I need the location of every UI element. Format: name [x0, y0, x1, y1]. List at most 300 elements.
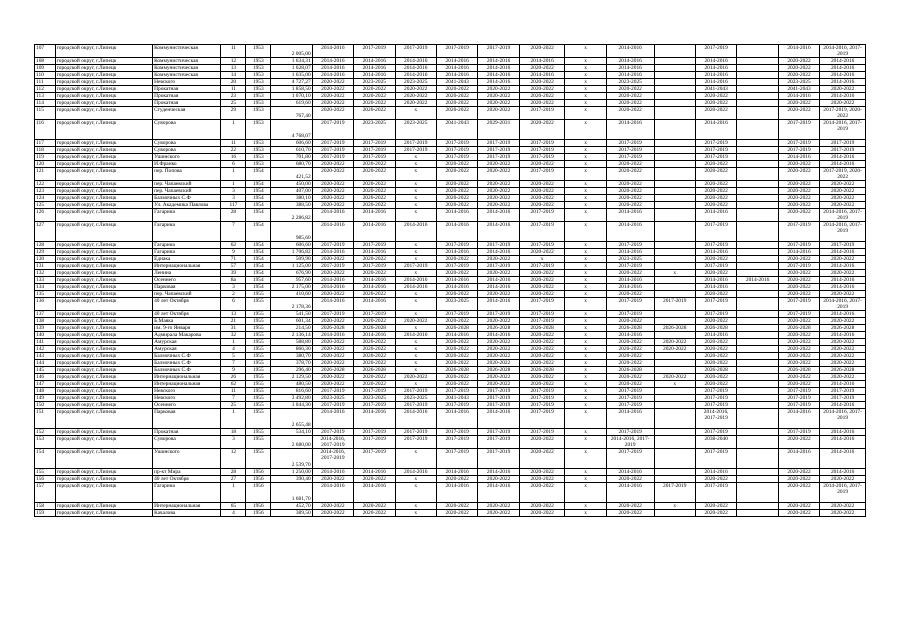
period-cell: 2017-2019 — [436, 311, 477, 318]
area-cell: 541,50 — [271, 311, 312, 318]
period-cell — [654, 154, 695, 161]
period-cell: 2020-2022 — [478, 161, 519, 168]
period-cell: х — [395, 339, 436, 346]
period-cell — [737, 381, 778, 388]
street-cell: Прокатная — [153, 93, 221, 100]
period-cell: 2017-2019 — [820, 147, 866, 154]
period-cell: 2020-2022 — [519, 332, 565, 339]
street-cell: Невского — [153, 388, 221, 395]
period-cell: 2020-2022 — [478, 510, 519, 517]
period-cell: 2026-2028 — [695, 325, 736, 332]
period-cell: 2014-2016 — [354, 222, 395, 242]
period-cell: 2020-2022 — [820, 339, 866, 346]
row-number-cell: 128 — [35, 242, 56, 249]
street-cell: пер. Попова — [153, 168, 221, 181]
period-cell: 2014-2016 — [820, 65, 866, 72]
house-number-cell: 39 — [221, 270, 246, 277]
period-cell: 2014-2016 — [436, 209, 477, 222]
period-cell: 2017-2019 — [778, 140, 819, 147]
table-row — [35, 332, 866, 339]
period-cell: 2020-2022 — [778, 353, 819, 360]
period-cell — [737, 93, 778, 100]
period-cell: 2020-2022 — [778, 332, 819, 339]
table-row — [35, 188, 866, 195]
area-cell: 1 858,50 — [271, 86, 312, 93]
period-cell: 2020-2022 — [606, 374, 654, 381]
period-cell: 2017-2019 — [695, 395, 736, 402]
house-number-cell: 1 — [221, 181, 246, 188]
area-cell: 2 655,48 — [271, 409, 312, 429]
period-cell: 2020-2022 — [312, 270, 353, 277]
period-cell: 2020-2022 — [820, 181, 866, 188]
period-cell: х — [565, 469, 606, 476]
period-cell: х — [565, 93, 606, 100]
period-cell — [654, 360, 695, 367]
house-number-cell: 11 — [221, 140, 246, 147]
row-number-cell: 130 — [35, 256, 56, 263]
period-cell: 2029-2031 — [478, 120, 519, 140]
period-cell: х — [565, 249, 606, 256]
table-row — [35, 381, 866, 388]
street-cell: Осеннего — [153, 402, 221, 409]
period-cell: 2020-2022 — [820, 360, 866, 367]
period-cell: 2017-2019 — [778, 402, 819, 409]
period-cell: 2017-2019 — [478, 263, 519, 270]
period-cell: 2020-2022 — [778, 360, 819, 367]
area-cell: 2 178,36 — [271, 298, 312, 311]
period-cell: 2020-2022 — [436, 510, 477, 517]
street-cell: Осеннего — [153, 277, 221, 284]
build-year-cell: 1953 — [246, 140, 271, 147]
period-cell — [654, 181, 695, 188]
period-cell: 2017-2019 — [695, 483, 736, 503]
period-cell: 2026-2028 — [519, 325, 565, 332]
municipality-cell: городской округ, г.Липецк — [55, 58, 152, 65]
area-cell: 1 044,30 — [271, 402, 312, 409]
period-cell: 2020-2022 — [820, 100, 866, 107]
period-cell: х — [565, 367, 606, 374]
period-cell — [737, 65, 778, 72]
period-cell: 2020-2022 — [695, 353, 736, 360]
table-row — [35, 291, 866, 298]
municipality-cell: городской округ, г.Липецк — [55, 402, 152, 409]
municipality-cell: городской округ, г.Липецк — [55, 449, 152, 469]
table-row — [35, 402, 866, 409]
period-cell: 2023-2025 — [778, 79, 819, 86]
build-year-cell: 1955 — [246, 388, 271, 395]
period-cell: 2017-2019 — [354, 263, 395, 270]
house-number-cell: 6 — [221, 298, 246, 311]
period-cell: 2020-2022 — [519, 339, 565, 346]
period-cell: 2020-2022 — [312, 510, 353, 517]
build-year-cell: 1954 — [246, 202, 271, 209]
period-cell: 2020-2022 — [436, 503, 477, 510]
period-cell: 2020-2022 — [778, 188, 819, 195]
period-cell: 2020-2022 — [478, 270, 519, 277]
period-cell: 2020-2022 — [606, 360, 654, 367]
period-cell: 2020-2022 — [312, 318, 353, 325]
period-cell: 2020-2022 — [606, 93, 654, 100]
period-cell: 2014-2016 — [778, 249, 819, 256]
area-cell: 701,80 — [271, 154, 312, 161]
street-cell: Качалова — [153, 510, 221, 517]
period-cell: 2020-2022 — [519, 353, 565, 360]
period-cell: х — [565, 284, 606, 291]
period-cell — [737, 409, 778, 429]
area-cell: 601,34 — [271, 318, 312, 325]
table-row — [35, 339, 866, 346]
house-number-cell: 2 — [221, 291, 246, 298]
row-number-cell: 134 — [35, 284, 56, 291]
period-cell: х — [565, 402, 606, 409]
period-cell: 2020-2022 — [606, 107, 654, 120]
period-cell: 2014-2016, 2017-2019 — [695, 409, 736, 429]
period-cell — [737, 100, 778, 107]
period-cell: 2014-2016 — [606, 469, 654, 476]
build-year-cell: 1953 — [246, 107, 271, 120]
period-cell: 2020-2022 — [478, 93, 519, 100]
period-cell: 2014-2016 — [478, 72, 519, 79]
period-cell: 2020-2022 — [395, 318, 436, 325]
period-cell: 2020-2022 — [354, 353, 395, 360]
period-cell: 2017-2019 — [478, 395, 519, 402]
row-number-cell: 107 — [35, 45, 56, 58]
period-cell: 2020-2022 — [436, 181, 477, 188]
period-cell: 2017-2019 — [519, 311, 565, 318]
period-cell: 2014-2016 — [395, 222, 436, 242]
table-row — [35, 346, 866, 353]
street-cell: Амурская — [153, 339, 221, 346]
period-cell: 2017-2019 — [354, 436, 395, 449]
period-cell: 2020-2022 — [519, 436, 565, 449]
build-year-cell: 1953 — [246, 147, 271, 154]
period-cell: 2026-2028 — [478, 367, 519, 374]
period-cell: 2014-2016 — [820, 58, 866, 65]
period-cell: 2017-2019 — [606, 140, 654, 147]
period-cell: х — [395, 353, 436, 360]
period-cell: 2020-2022 — [478, 202, 519, 209]
period-cell: 2014-2016 — [354, 409, 395, 429]
period-cell: х — [395, 256, 436, 263]
period-cell: 2014-2016 — [395, 72, 436, 79]
period-cell: 2017-2019 — [606, 147, 654, 154]
municipality-cell: городской округ, г.Липецк — [55, 360, 152, 367]
period-cell: 2017-2019 — [312, 120, 353, 140]
period-cell: 2017-2019 — [778, 388, 819, 395]
period-cell: х — [565, 181, 606, 188]
area-cell: 2 129,50 — [271, 374, 312, 381]
period-cell: х — [565, 209, 606, 222]
period-cell: х — [565, 483, 606, 503]
build-year-cell: 1955 — [246, 325, 271, 332]
street-cell: Интернациональная — [153, 381, 221, 388]
period-cell: 2014-2016 — [695, 120, 736, 140]
area-cell: 380,10 — [271, 195, 312, 202]
period-cell: 2020-2022 — [606, 188, 654, 195]
period-cell: 2023-2025 — [354, 395, 395, 402]
period-cell: х — [565, 277, 606, 284]
period-cell — [737, 249, 778, 256]
period-cell: 2020-2022 — [778, 510, 819, 517]
period-cell: 2026-2028 — [354, 367, 395, 374]
table-row — [35, 510, 866, 517]
period-cell: 2017-2019 — [354, 311, 395, 318]
period-cell: 2017-2019 — [478, 388, 519, 395]
build-year-cell: 1955 — [246, 339, 271, 346]
period-cell: 2020-2022 — [478, 195, 519, 202]
period-cell: 2041-2043 — [778, 86, 819, 93]
street-cell: 40 лет Октября — [153, 311, 221, 318]
period-cell: 2020-2022 — [778, 168, 819, 181]
period-cell: 2020-2022 — [695, 188, 736, 195]
period-cell: 2020-2022 — [606, 100, 654, 107]
row-number-cell: 122 — [35, 181, 56, 188]
period-cell: х — [395, 161, 436, 168]
period-cell: х — [395, 510, 436, 517]
period-cell: х — [395, 346, 436, 353]
period-cell: 2014-2016 — [312, 72, 353, 79]
period-cell: 2020-2022 — [519, 181, 565, 188]
house-number-cell: 26 — [221, 374, 246, 381]
table-row — [35, 86, 866, 93]
period-cell: 2020-2022 — [519, 277, 565, 284]
municipality-cell: городской округ, г.Липецк — [55, 222, 152, 242]
period-cell — [654, 65, 695, 72]
period-cell: 2017-2019 — [519, 209, 565, 222]
municipality-cell: городской округ, г.Липецк — [55, 374, 152, 381]
period-cell: 2020-2022 — [312, 202, 353, 209]
period-cell: 2014-2016 — [606, 222, 654, 242]
period-cell: 2014-2016 — [354, 65, 395, 72]
table-row — [35, 209, 866, 222]
house-number-cell: 7 — [221, 222, 246, 242]
period-cell: 2014-2016, 2017-2019 — [606, 436, 654, 449]
period-cell: х — [565, 339, 606, 346]
period-cell: 2020-2022 — [478, 318, 519, 325]
period-cell: х — [395, 291, 436, 298]
municipality-cell: городской округ, г.Липецк — [55, 284, 152, 291]
period-cell: 2014-2016 — [606, 65, 654, 72]
period-cell: х — [565, 45, 606, 58]
period-cell: 2017-2019 — [354, 388, 395, 395]
period-cell: 2017-2019 — [519, 107, 565, 120]
period-cell: 2020-2022 — [354, 100, 395, 107]
period-cell: 2026-2028 — [436, 325, 477, 332]
period-cell: 2020-2022 — [519, 202, 565, 209]
table-row — [35, 181, 866, 188]
period-cell: 2017-2019 — [312, 388, 353, 395]
period-cell: 2020-2022 — [519, 284, 565, 291]
street-cell: 40 лет Октября — [153, 476, 221, 483]
house-number-cell: 1 — [221, 168, 246, 181]
period-cell — [737, 202, 778, 209]
row-number-cell: 153 — [35, 436, 56, 449]
period-cell: 2014-2016 — [312, 332, 353, 339]
period-cell: х — [565, 263, 606, 270]
period-cell — [654, 332, 695, 339]
period-cell: 2014-2016 — [820, 436, 866, 449]
period-cell: 2017-2019 — [478, 429, 519, 436]
period-cell: 2017-2019 — [606, 154, 654, 161]
period-cell: 2020-2022 — [312, 339, 353, 346]
period-cell: 2017-2019 — [354, 140, 395, 147]
period-cell: х — [565, 449, 606, 469]
table-row — [35, 395, 866, 402]
period-cell: 2020-2022 — [312, 107, 353, 120]
period-cell: 2020-2022 — [778, 181, 819, 188]
period-cell: 2014-2016 — [312, 45, 353, 58]
street-cell: Невского — [153, 79, 221, 86]
period-cell: 2014-2016 — [312, 249, 353, 256]
period-cell: 2020-2022 — [312, 93, 353, 100]
street-cell: Парковая — [153, 284, 221, 291]
period-cell: 2014-2016 — [478, 277, 519, 284]
build-year-cell: 1954 — [246, 195, 271, 202]
period-cell: х — [395, 360, 436, 367]
period-cell: 2020-2022 — [606, 510, 654, 517]
build-year-cell: 1954 — [246, 277, 271, 284]
period-cell: 2020-2022 — [312, 181, 353, 188]
street-cell: Гагарина — [153, 242, 221, 249]
street-cell: Балмочных С.Ф — [153, 353, 221, 360]
build-year-cell: 1955 — [246, 449, 271, 469]
build-year-cell: 1953 — [246, 86, 271, 93]
period-cell: 2014-2016 — [695, 79, 736, 86]
table-row — [35, 79, 866, 86]
period-cell: 2017-2019 — [695, 154, 736, 161]
period-cell: 2020-2022 — [312, 381, 353, 388]
period-cell: 2020-2022 — [519, 346, 565, 353]
period-cell: 2020-2022 — [519, 449, 565, 469]
period-cell — [654, 510, 695, 517]
build-year-cell: 1955 — [246, 374, 271, 381]
period-cell: 2020-2022 — [354, 339, 395, 346]
period-cell: 2017-2019 — [478, 154, 519, 161]
period-cell: 2023-2025 — [354, 120, 395, 140]
area-cell: 450,00 — [271, 181, 312, 188]
build-year-cell: 1953 — [246, 154, 271, 161]
period-cell: 2017-2019 — [354, 402, 395, 409]
period-cell: х — [565, 332, 606, 339]
table-row — [35, 449, 866, 469]
period-cell — [737, 291, 778, 298]
period-cell: 2014-2016 — [778, 45, 819, 58]
period-cell: 2020-2022 — [695, 318, 736, 325]
period-cell: 2014-2016 — [478, 249, 519, 256]
period-cell — [737, 79, 778, 86]
period-cell: 2017-2019 — [436, 402, 477, 409]
table-row — [35, 360, 866, 367]
street-cell: Гагарина — [153, 483, 221, 503]
period-cell: 2020-2022 — [436, 202, 477, 209]
period-cell: 2014-2016 — [436, 409, 477, 429]
period-cell: 2014-2016 — [436, 483, 477, 503]
period-cell: 2014-2016 — [820, 72, 866, 79]
period-cell — [737, 436, 778, 449]
table-row — [35, 298, 866, 311]
house-number-cell: 3 — [221, 284, 246, 291]
period-cell: 2017-2019 — [695, 402, 736, 409]
period-cell: 2017-2019 — [354, 147, 395, 154]
build-year-cell: 1955 — [246, 402, 271, 409]
period-cell: 2014-2016 — [312, 277, 353, 284]
period-cell: 2020-2022 — [519, 100, 565, 107]
municipality-cell: городской округ, г.Липецк — [55, 120, 152, 140]
row-number-cell: 155 — [35, 469, 56, 476]
period-cell: х — [565, 222, 606, 242]
period-cell: 2017-2019 — [778, 311, 819, 318]
period-cell: 2017-2019 — [606, 242, 654, 249]
period-cell: 2014-2016 — [606, 409, 654, 429]
period-cell: 2020-2022 — [606, 195, 654, 202]
period-cell: 2020-2022 — [354, 195, 395, 202]
house-number-cell: 25 — [221, 100, 246, 107]
period-cell: 2020-2022 — [778, 256, 819, 263]
municipality-cell: городской округ, г.Липецк — [55, 353, 152, 360]
period-cell: 2014-2016 — [312, 298, 353, 311]
build-year-cell: 1955 — [246, 346, 271, 353]
period-cell: 2017-2019 — [519, 429, 565, 436]
period-cell: 2014-2016, 2017-2019 — [820, 298, 866, 311]
period-cell: 2014-2016 — [778, 93, 819, 100]
period-cell: 2020-2022 — [354, 381, 395, 388]
period-cell: х — [395, 381, 436, 388]
period-cell: 2026-2028 — [820, 325, 866, 332]
period-cell: 2020-2022 — [695, 202, 736, 209]
period-cell: 2020-2022 — [354, 346, 395, 353]
period-cell: 2014-2016 — [820, 161, 866, 168]
street-cell: Невского — [153, 395, 221, 402]
period-cell: 2014-2016 — [820, 249, 866, 256]
period-cell: 2020-2022 — [778, 161, 819, 168]
period-cell: 2020-2022 — [519, 86, 565, 93]
period-cell: 2014-2016 — [436, 65, 477, 72]
period-cell: 2014-2016 — [778, 449, 819, 469]
municipality-cell: городской округ, г.Липецк — [55, 161, 152, 168]
house-number-cell: 6 — [221, 161, 246, 168]
period-cell: 2014-2016 — [312, 469, 353, 476]
period-cell: 2014-2016 — [436, 249, 477, 256]
period-cell: 2020-2022 — [778, 270, 819, 277]
house-number-cell: 25 — [221, 402, 246, 409]
period-cell — [654, 195, 695, 202]
period-cell — [737, 188, 778, 195]
period-cell — [654, 45, 695, 58]
municipality-cell: городской округ, г.Липецк — [55, 510, 152, 517]
period-cell: 2020-2022 — [436, 100, 477, 107]
period-cell: 2017-2019 — [519, 395, 565, 402]
period-cell: 2014-2016 — [395, 469, 436, 476]
period-cell — [737, 402, 778, 409]
period-cell: 2017-2019 — [654, 483, 695, 503]
municipality-cell: городской округ, г.Липецк — [55, 503, 152, 510]
period-cell: 2023-2025 — [354, 79, 395, 86]
period-cell: 2023-2025 — [436, 298, 477, 311]
period-cell: 2017-2019 — [778, 120, 819, 140]
period-cell: 2017-2019 — [312, 429, 353, 436]
row-number-cell: 149 — [35, 395, 56, 402]
period-cell: 2014-2016 — [478, 284, 519, 291]
row-number-cell: 144 — [35, 360, 56, 367]
period-cell: 2017-2019 — [354, 429, 395, 436]
house-number-cell: 27 — [221, 476, 246, 483]
period-cell: 2014-2016 — [695, 209, 736, 222]
period-cell — [654, 58, 695, 65]
period-cell: х — [395, 476, 436, 483]
period-cell — [654, 449, 695, 469]
period-cell: 2017-2019 — [519, 242, 565, 249]
period-cell: 2020-2022 — [778, 65, 819, 72]
